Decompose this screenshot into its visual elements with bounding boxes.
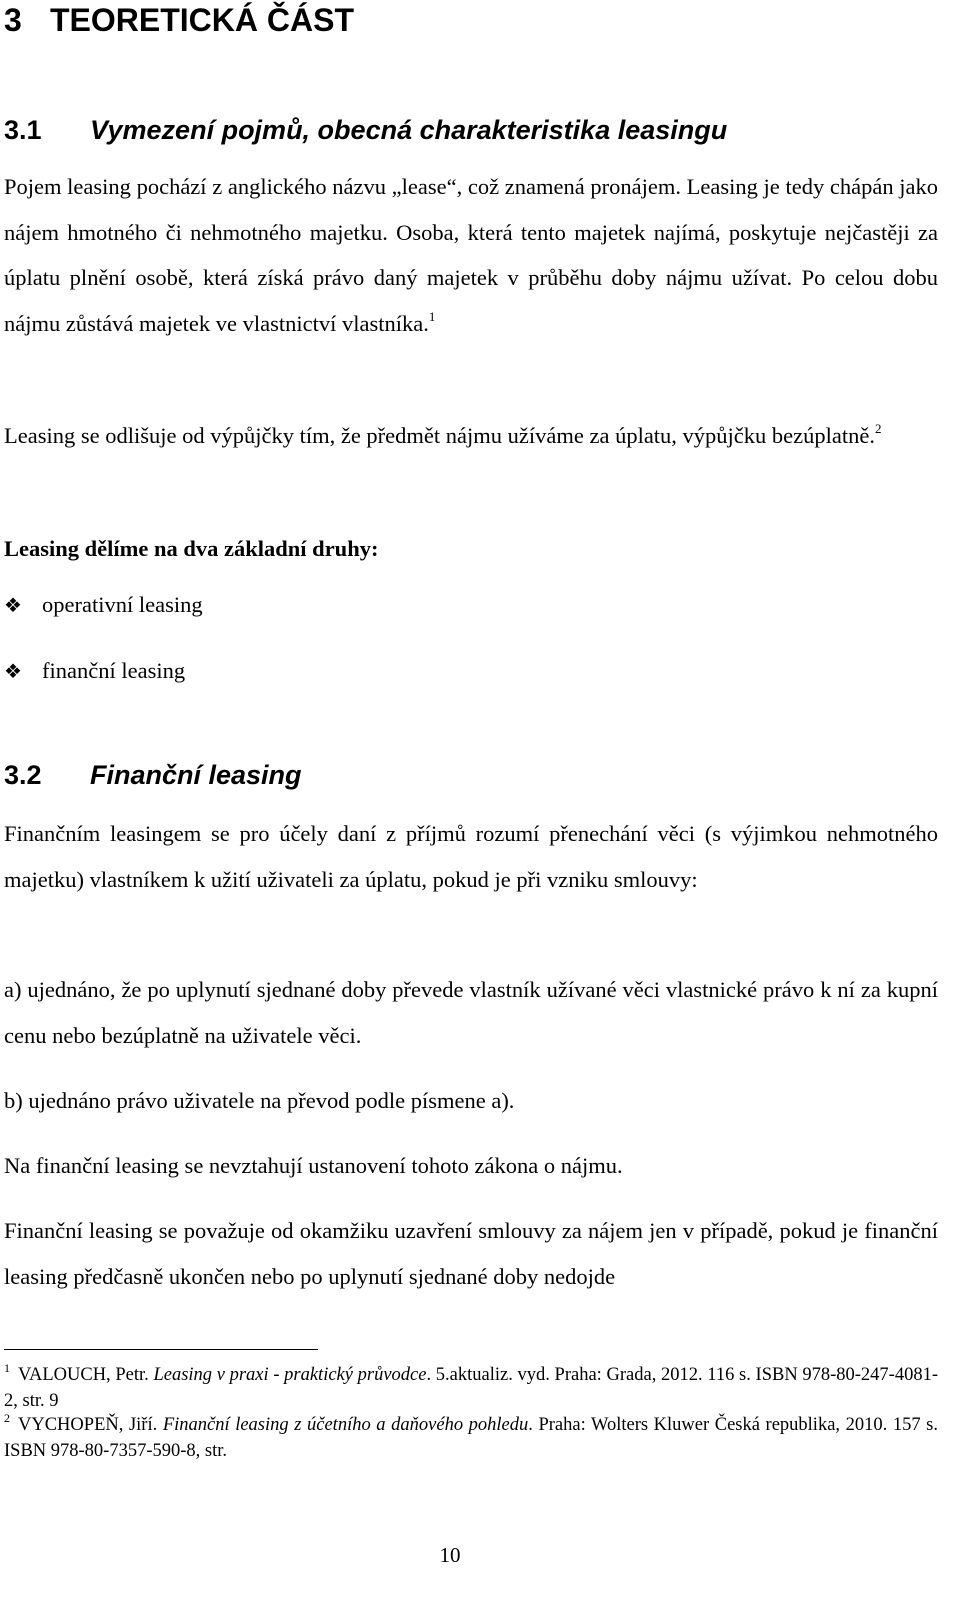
footnote — [4, 1413, 938, 1464]
footnote-title: Leasing v praxi - praktický průvodce — [153, 1365, 427, 1385]
footnote-number: 1 — [4, 1361, 10, 1375]
paragraph-types-intro: Leasing dělíme na dva základní druhy: — [4, 536, 379, 561]
footnote-author: VALOUCH, Petr. — [18, 1365, 154, 1385]
chapter-number: 3 — [4, 2, 22, 38]
footnote — [4, 1363, 938, 1414]
footnote-details: . 5.aktualiz. vyd. Praha: Grada, 2012. 116 s. ISBN 978-80-247-4081-2, str. 9 — [4, 1365, 938, 1411]
chapter-title: TEORETICKÁ ČÁST — [50, 2, 354, 38]
page-number: 10 — [439, 1543, 461, 1567]
paragraph-text: Pojem leasing pochází z anglického názvu „lease“, což znamená pronájem. Leasing je tedy chápán jako nájem hmotného či nehmotného majetku. Osoba, která tento majetek najímá, poskytuje nejčastěji za úplatu plnění osobě, která získá právo daný majetek v průběhu doby nájmu užívat. Po celou dobu nájmu zůstává majetek ve vlastnictví vlastníka. — [4, 174, 938, 336]
paragraph-text: Leasing se odlišuje od výpůjčky tím, že předmět nájmu užíváme za úplatu, výpůjčku bezúplatně. — [4, 423, 875, 448]
footnote-title: Finanční leasing z účetního a daňového pohledu — [162, 1415, 529, 1435]
section-heading-3-2 — [4, 760, 938, 791]
paragraph-considered-lease: Finanční leasing se považuje od okamžiku uzavření smlouvy za nájem jen v případě, pokud je finanční leasing předčasně ukončen nebo po uplynutí sjednané doby nedojde — [4, 1218, 938, 1289]
list-item-label: finanční leasing — [42, 658, 186, 683]
chapter-heading — [4, 2, 938, 39]
list-item — [4, 658, 938, 684]
diamond-bullet-icon: ❖ — [4, 661, 22, 683]
footnote-number: 2 — [4, 1411, 10, 1425]
section-number: 3.1 — [4, 115, 42, 145]
paragraph-financial-leasing-definition: Finančním leasingem se pro účely daní z příjmů rozumí přenechání věci (s výjimkou nehmotného majetku) vlastníkem k užití uživateli za úplatu, pokud je při vzniku smlouvy: — [4, 821, 938, 892]
footnote-ref: 1 — [428, 308, 436, 324]
section-heading-3-1 — [4, 115, 938, 146]
section-title: Vymezení pojmů, obecná charakteristika leasingu — [90, 115, 728, 145]
paragraph-leasing-vs-loan — [4, 413, 938, 462]
footnote-separator — [4, 1349, 318, 1350]
list-item-label: operativní leasing — [42, 592, 203, 617]
list-item — [4, 592, 938, 618]
paragraph-leasing-definition — [4, 164, 938, 349]
paragraph-condition-b: b) ujednáno právo uživatele na převod podle písmene a). — [4, 1088, 515, 1113]
footnote-details: . Praha: Wolters Kluwer Česká republika, 2010. 157 s. ISBN 978-80-7357-590-8, str. — [4, 1415, 938, 1461]
paragraph-condition-a: a) ujednáno, že po uplynutí sjednané doby převede vlastník užívané věci vlastnické právo k ní za kupní cenu nebo bezúplatně na uživatele věci. — [4, 977, 938, 1048]
footnote-ref: 2 — [875, 421, 882, 436]
section-title: Finanční leasing — [90, 760, 302, 790]
footnote-author: VYCHOPEŇ, Jiří. — [18, 1415, 163, 1435]
diamond-bullet-icon: ❖ — [4, 595, 22, 617]
paragraph-exclusion: Na finanční leasing se nevztahují ustanovení tohoto zákona o nájmu. — [4, 1153, 623, 1178]
section-number: 3.2 — [4, 760, 42, 790]
